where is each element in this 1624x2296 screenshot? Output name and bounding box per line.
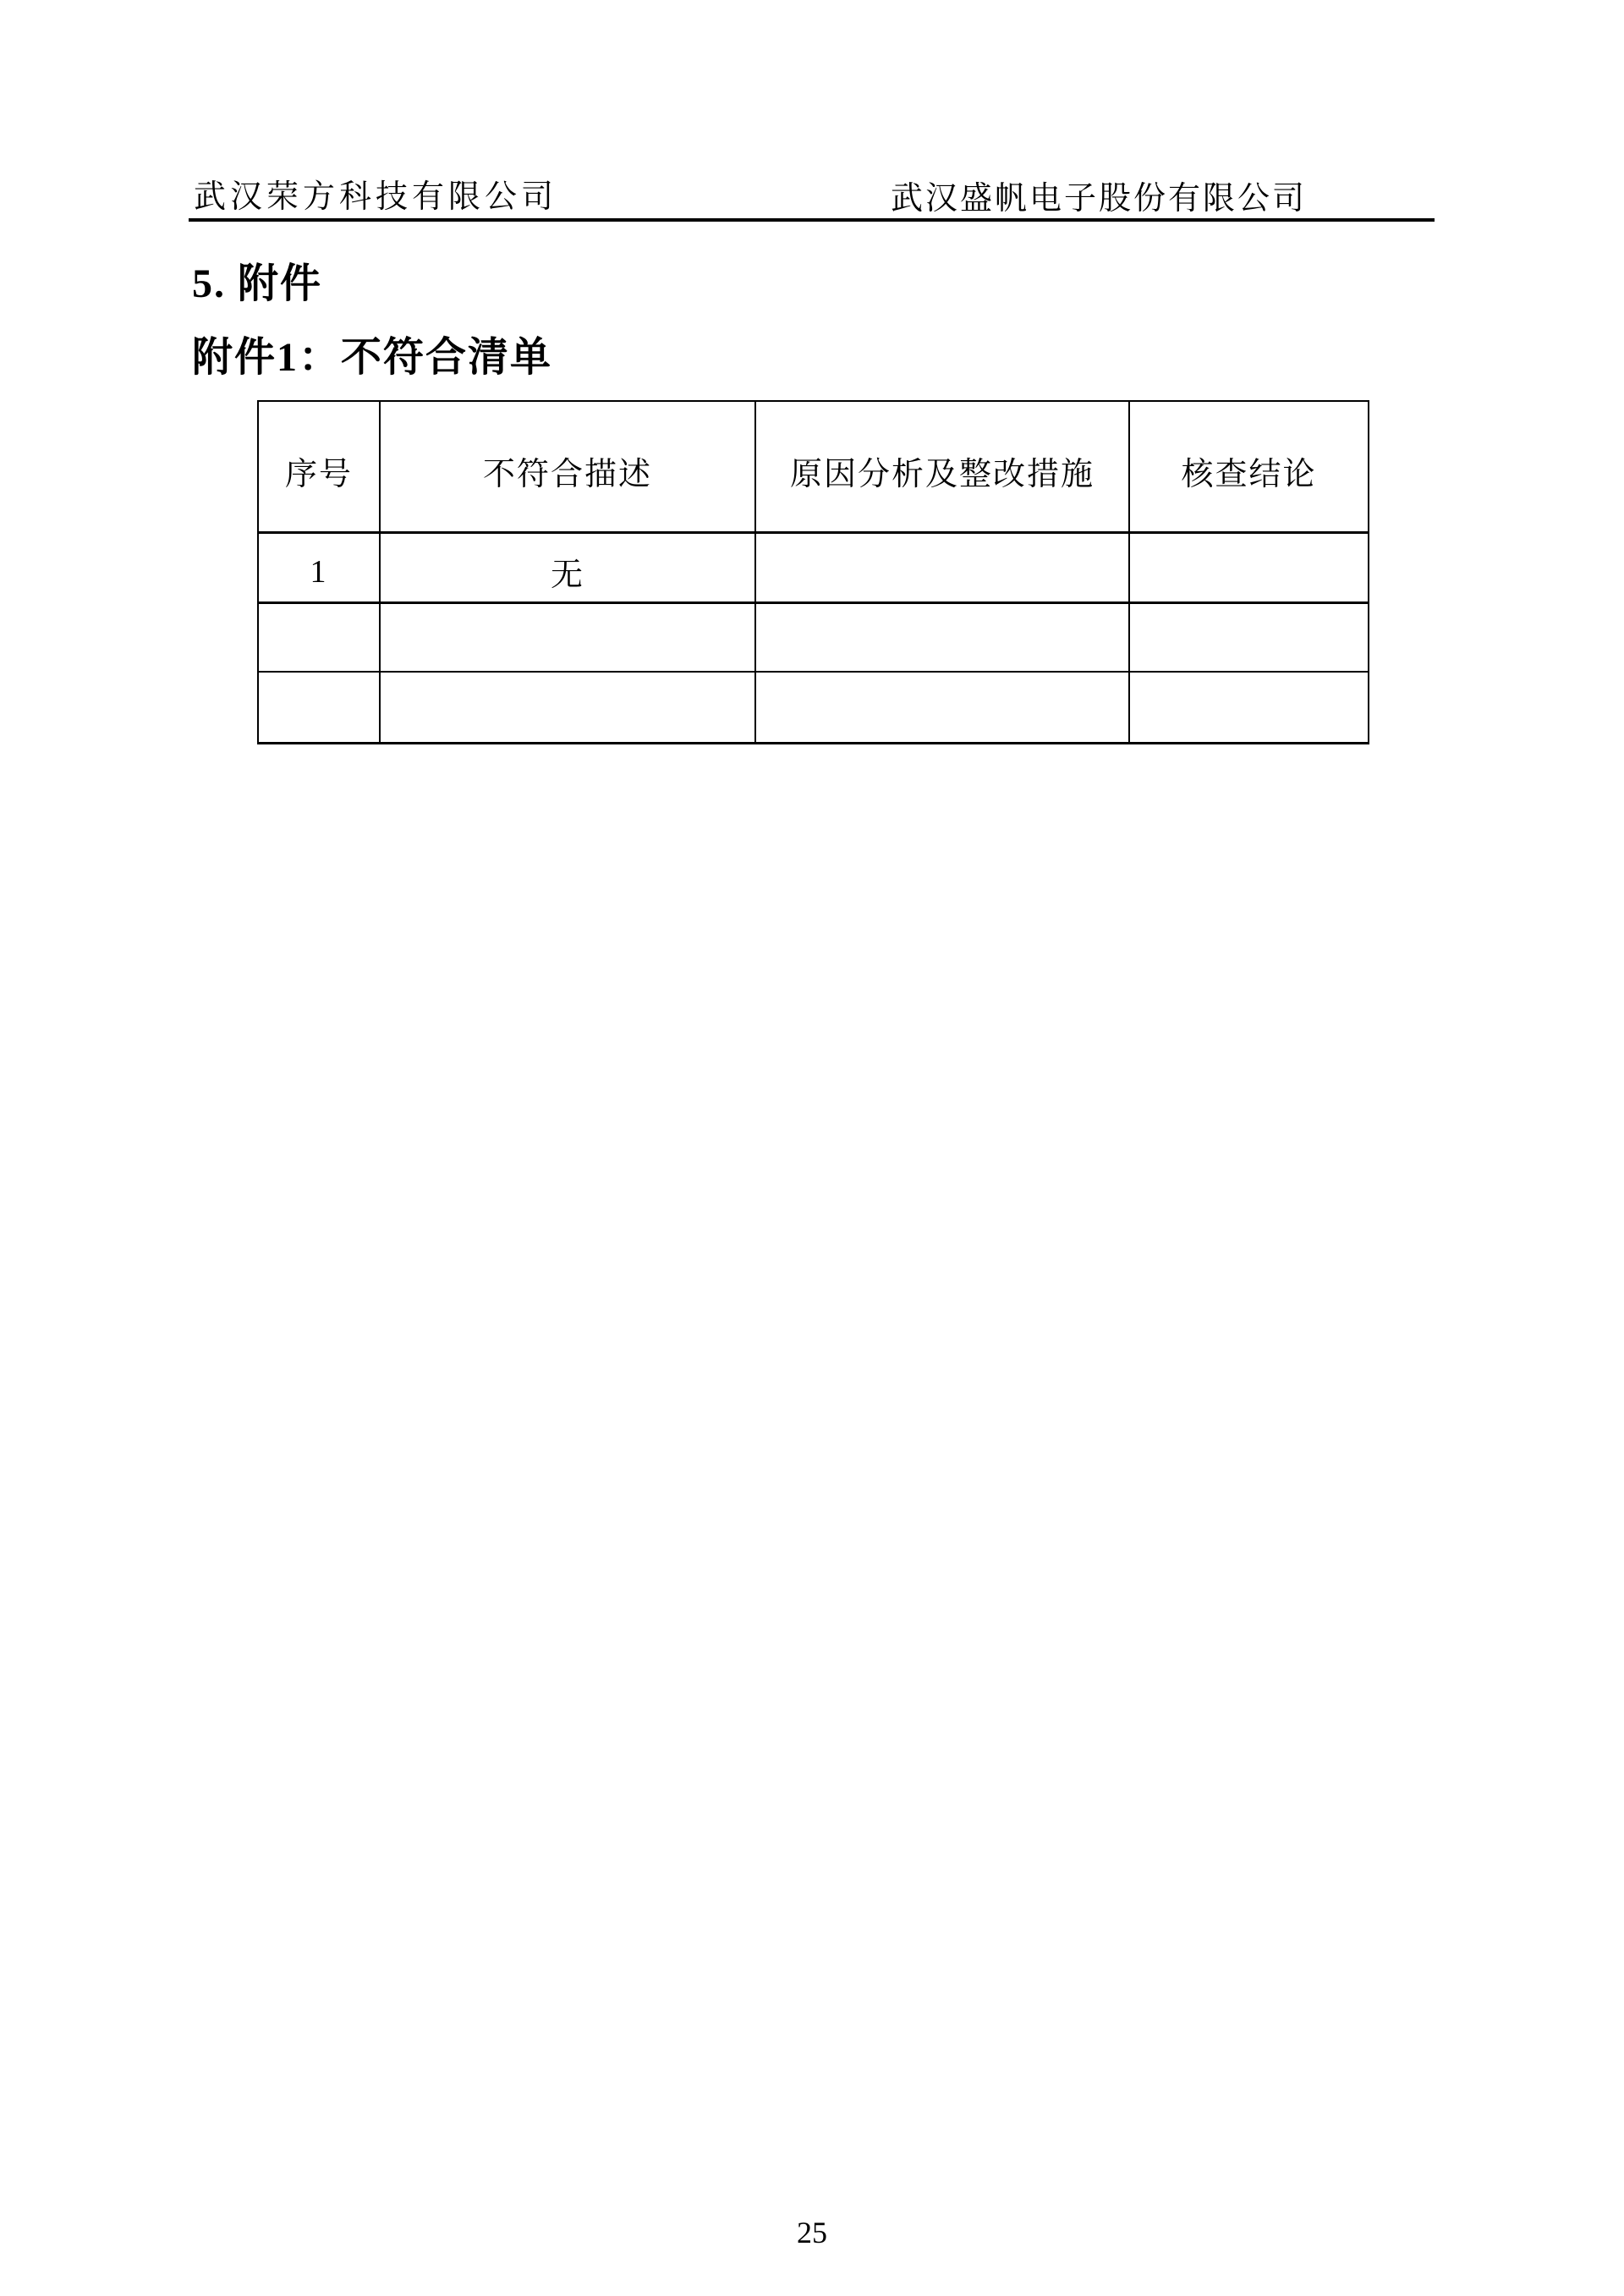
cell-description xyxy=(380,672,755,743)
table-row xyxy=(258,532,1369,602)
page-number: 25 xyxy=(797,2216,827,2249)
column-header-seq: 序号 xyxy=(258,401,380,532)
cell-conclusion xyxy=(1129,602,1369,672)
cell-cause xyxy=(755,532,1129,602)
header-left-company: 武汉荣方科技有限公司 xyxy=(194,179,558,215)
cell-seq xyxy=(258,602,380,672)
column-header-cause: 原因分析及整改措施 xyxy=(755,401,1129,532)
table-row xyxy=(258,602,1369,672)
header-divider-rule xyxy=(189,218,1435,222)
table-row xyxy=(258,672,1369,743)
cell-conclusion xyxy=(1129,672,1369,743)
cell-description xyxy=(380,602,755,672)
nonconformity-table xyxy=(257,400,1369,744)
cell-seq: 1 xyxy=(258,532,380,602)
table-header-row xyxy=(258,401,1369,532)
cell-cause xyxy=(755,672,1129,743)
cell-cause xyxy=(755,602,1129,672)
cell-description: 无 xyxy=(380,532,755,602)
section-heading: 5. 附件 xyxy=(192,261,323,306)
column-header-description: 不符合描述 xyxy=(380,401,755,532)
header-right-company: 武汉盛帆电子股份有限公司 xyxy=(891,181,1308,217)
attachment-heading: 附件1：不符合清单 xyxy=(192,335,553,380)
cell-seq xyxy=(258,672,380,743)
cell-conclusion xyxy=(1129,532,1369,602)
column-header-conclusion: 核查结论 xyxy=(1129,401,1369,532)
